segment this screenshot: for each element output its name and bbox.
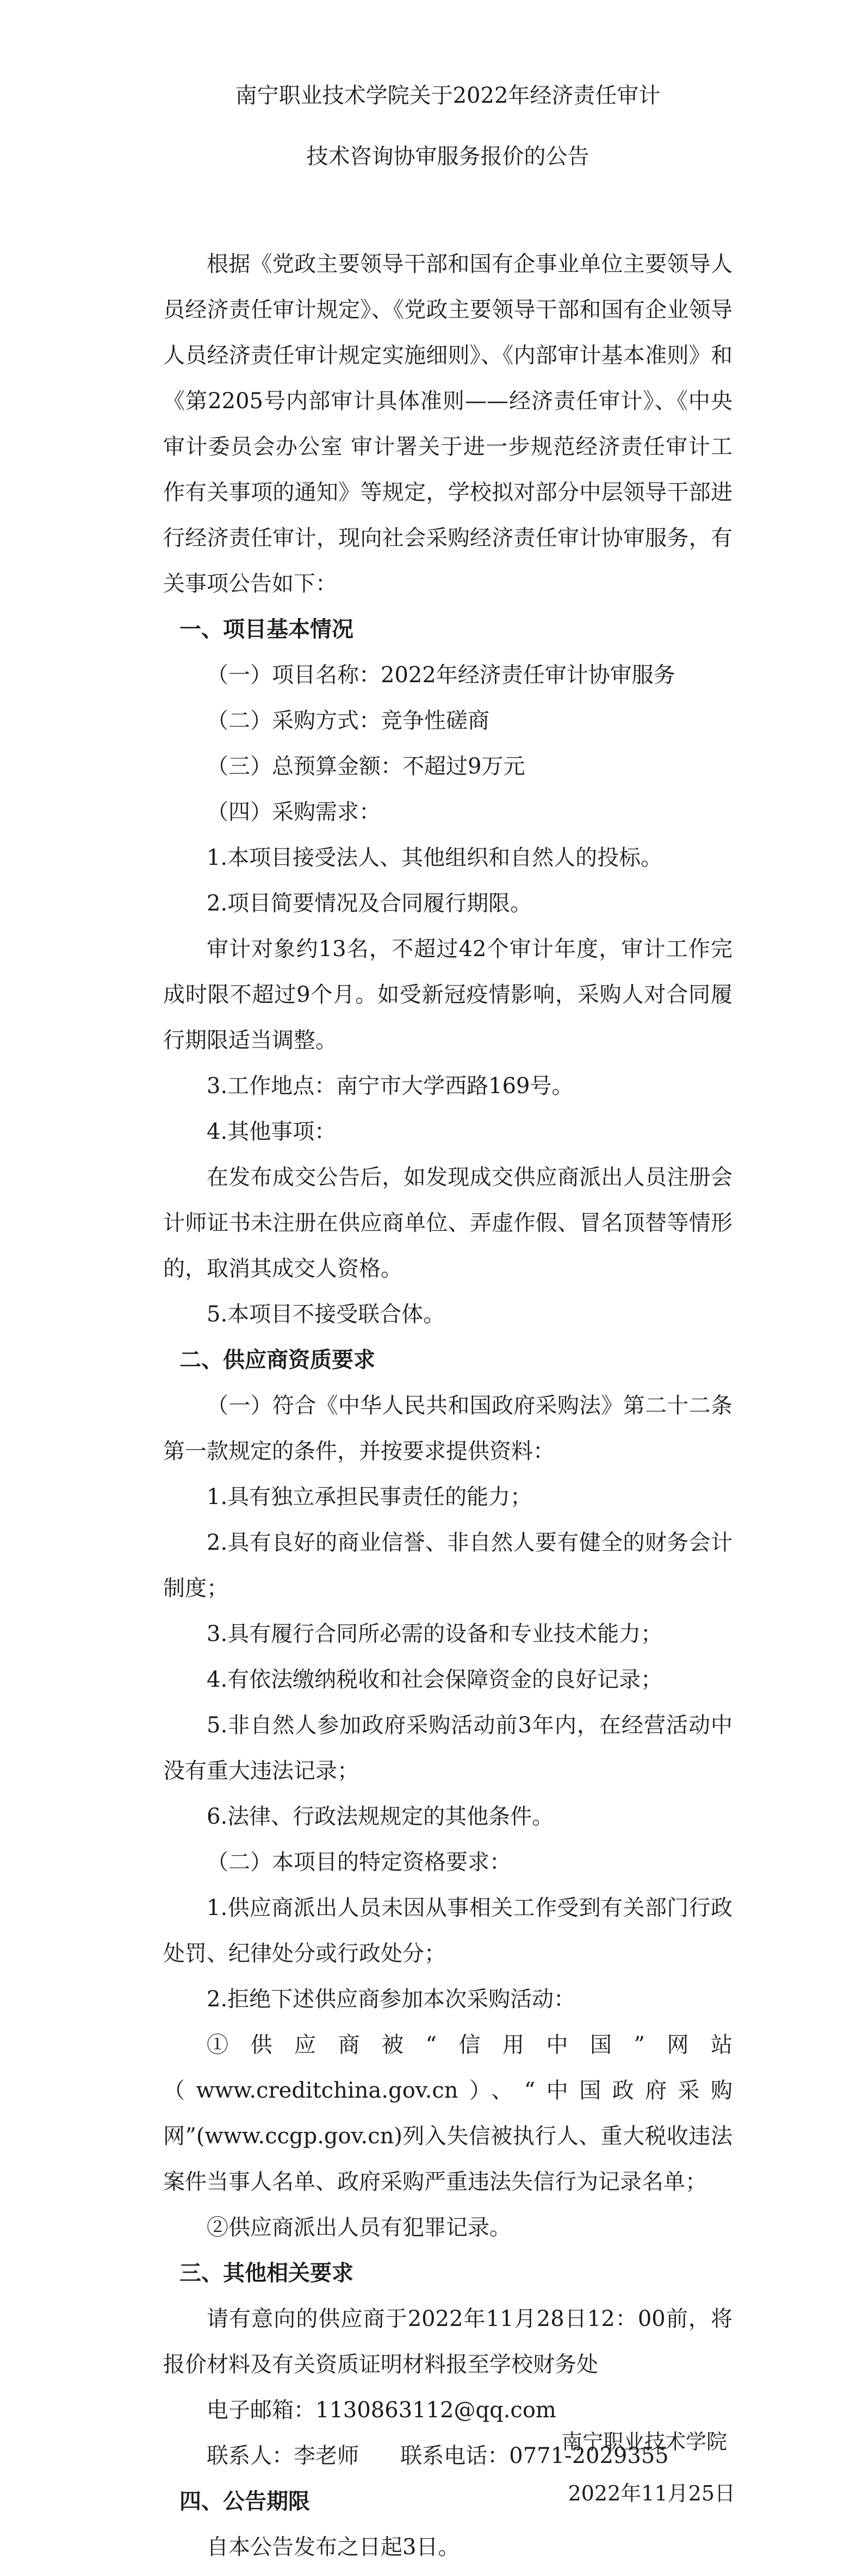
s2-exclusion-2: ②供应商派出人员有犯罪记录。: [207, 2215, 511, 2240]
signature-date: 2022年11月25日: [568, 2481, 735, 2505]
intro-paragraph: 根据《党政主要领导干部和国有企事业单位主要领导人员经济责任审计规定》、《党政主要领导干部和国有企业领导人员经济责任审计规定实施细则》、《内部审计基本准则》和《第2205号内部审计具体准则——经济责任审计》、《中央审计委员会办公室 审计署关于进一步规范经济责任审计工作有关事项的通知》等规定，学校拟对部分中层领导干部进行经济责任审计，现向社会采购经济责任审计协审服务，有关事项公告如下：: [163, 252, 732, 596]
s2-specific-1: 1.供应商派出人员未因从事相关工作受到有关部门行政处罚、纪律处分或行政处分；: [163, 1895, 732, 1966]
s3-submission: 请有意向的供应商于2022年11月28日12：00前，将报价材料及有关资质证明材料报至学校财务处: [163, 2306, 732, 2377]
signature-org: 南宁职业技术学院: [561, 2430, 727, 2454]
s1-other-detail: 在发布成交公告后，如发现成交供应商派出人员注册会计师证书未注册在供应商单位、弄虚作假、冒名顶替等情形的，取消其成交人资格。: [163, 1165, 732, 1281]
s1-requirements: （四）采购需求：: [207, 800, 381, 825]
s2-specific-2: 2.拒绝下述供应商参加本次采购活动：: [207, 1987, 576, 2012]
title-line-2: 技术咨询协审服务报价的公告: [306, 144, 589, 169]
section-2-heading: 二、供应商资质要求: [179, 1348, 375, 1373]
s1-procurement-method: （二）采购方式：竞争性磋商: [207, 708, 489, 733]
s1-req-2: 2.项目简要情况及合同履行期限。: [207, 891, 532, 916]
s4-period: 自本公告发布之日起3日。: [207, 2535, 460, 2560]
s2-cond-1: 1.具有独立承担民事责任的能力；: [207, 1485, 532, 1510]
s2-cond-6: 6.法律、行政法规规定的其他条件。: [207, 1804, 554, 1829]
s1-project-name: （一）项目名称：2022年经济责任审计协审服务: [207, 663, 675, 688]
s1-work-location: 3.工作地点：南宁市大学西路169号。: [207, 1074, 574, 1099]
s2-cond-2: 2.具有良好的商业信誉、非自然人要有健全的财务会计制度；: [163, 1530, 732, 1601]
s2-specific: （二）本项目的特定资格要求：: [207, 1850, 511, 1875]
s2-cond-5: 5.非自然人参加政府采购活动前3年内，在经营活动中没有重大违法记录；: [163, 1713, 732, 1783]
s2-cond-4: 4.有依法缴纳税收和社会保障资金的良好记录；: [207, 1667, 663, 1692]
s1-other-matters: 4.其他事项：: [207, 1119, 337, 1144]
s1-audit-scope: 审计对象约13名，不超过42个审计年度，审计工作完成时限不超过9个月。如受新冠疫情影响，采购人对合同履行期限适当调整。: [163, 937, 732, 1053]
s1-no-consortium: 5.本项目不接受联合体。: [207, 1302, 445, 1327]
s3-email: 电子邮箱：1130863112@qq.com: [207, 2398, 556, 2423]
s3-contact: 联系人：李老师 联系电话：0771-2029355: [207, 2443, 669, 2468]
section-4-heading: 四、公告期限: [179, 2489, 310, 2514]
title-line-1: 南宁职业技术学院关于2022年经济责任审计: [235, 83, 661, 108]
section-1-heading: 一、项目基本情况: [179, 617, 353, 642]
section-3-heading: 三、其他相关要求: [179, 2261, 353, 2286]
s2-conditions: （一）符合《中华人民共和国政府采购法》第二十二条第一款规定的条件，并按要求提供资料：: [163, 1393, 732, 1464]
s2-cond-3: 3.具有履行合同所必需的设备和专业技术能力；: [207, 1621, 663, 1646]
s1-budget: （三）总预算金额：不超过9万元: [207, 754, 525, 779]
s1-req-1: 1.本项目接受法人、其他组织和自然人的投标。: [207, 845, 663, 870]
s2-exclusion-1: ①供应商被“信用中国”网站（www.creditchina.gov.cn）、“中国政府采购网”(www.ccgp.gov.cn)列入失信被执行人、重大税收违法案件当事人名单、政府采购严重违法失信行为记录名单；: [163, 2032, 732, 2194]
